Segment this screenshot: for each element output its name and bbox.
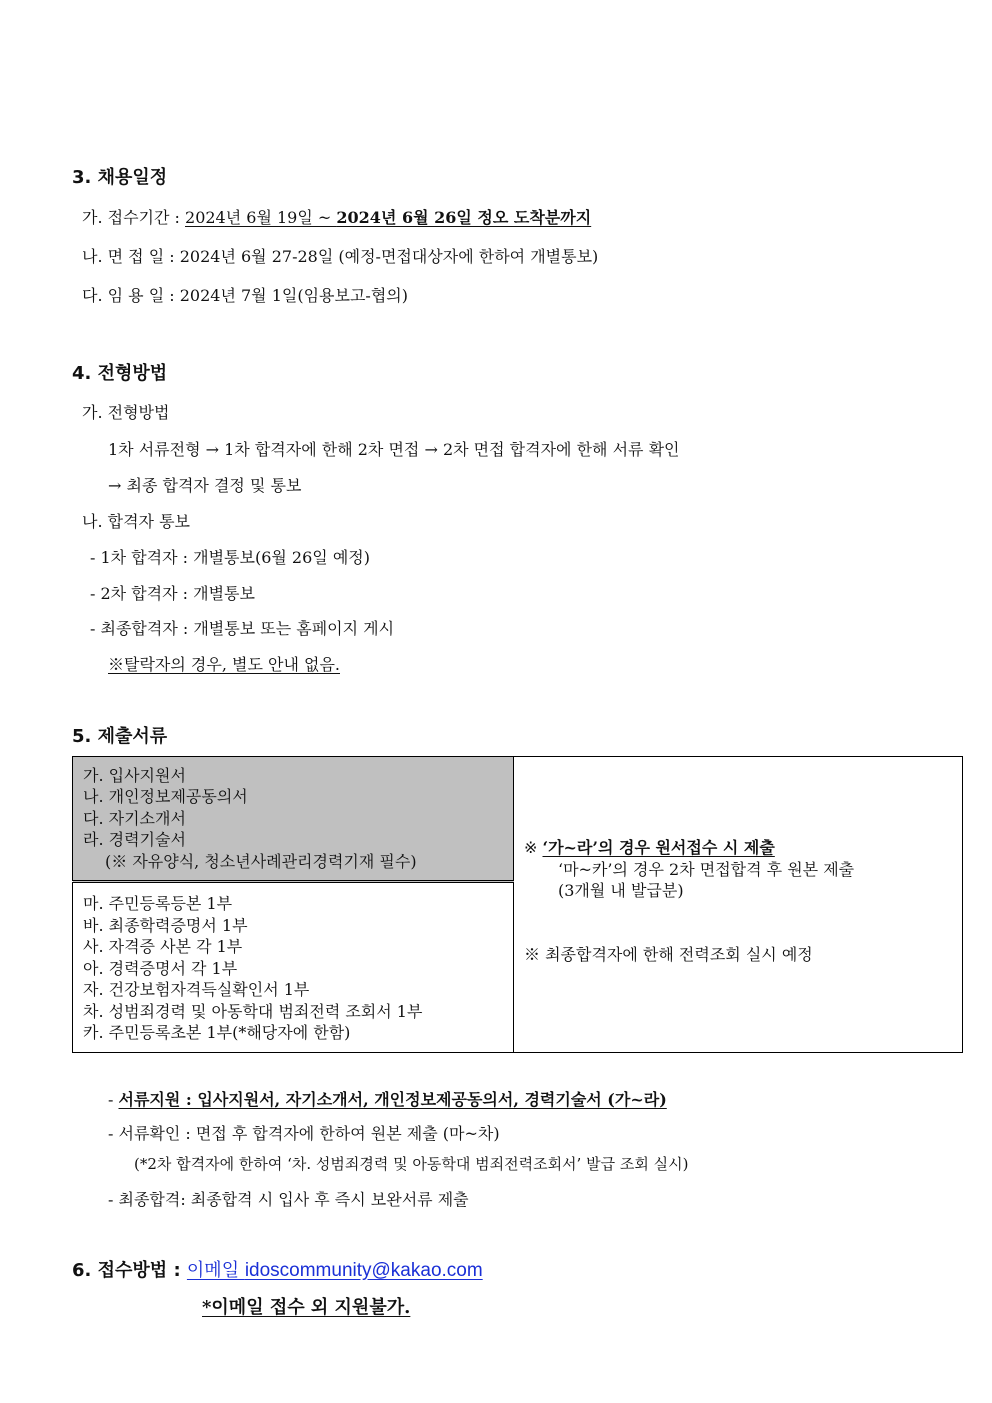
section-6-row (72, 1256, 483, 1282)
schedule-application-period (82, 205, 591, 228)
note-line-4: ※ 최종합격자에 한해 전력조회 실시 예정 (524, 944, 813, 964)
doc-item: 다. 자기소개서 (83, 808, 186, 828)
doc-item: 바. 최종학력증명서 1부 (83, 915, 248, 935)
note-line-3: (3개월 내 발급분) (558, 881, 684, 900)
doc-item: 사. 자격증 사본 각 1부 (83, 937, 243, 957)
doc-item-note: (※ 자유양식, 청소년사례관리경력기재 필수) (105, 851, 417, 871)
doc-item: 마. 주민등록등본 1부 (83, 894, 233, 914)
doc-item: 카. 주민등록초본 1부(*해당자에 한함) (83, 1023, 351, 1043)
schedule-interview-date: 나. 면 접 일 : 2024년 6월 27-28일 (예정-면접대상자에 한하여 개별통보) (82, 247, 599, 266)
doc-item: 아. 경력증명서 각 1부 (83, 958, 238, 978)
section-5-title: 5. 제출서류 (72, 726, 168, 747)
doc-item: 가. 입사지원서 (83, 765, 186, 785)
document-submission-text: 서류지원 : 입사지원서, 자기소개서, 개인정보제공동의서, 경력기술서 (가~라) (118, 1090, 667, 1109)
section-6-title: 6. 접수방법 : (72, 1260, 187, 1281)
application-period-deadline: 2024년 6월 26일 정오 도착분까지 (336, 208, 592, 227)
section-4-title: 4. 전형방법 (72, 363, 168, 384)
documents-notes (514, 757, 963, 1053)
selection-method-label: 가. 전형방법 (82, 403, 170, 422)
notification-second: - 2차 합격자 : 개별통보 (90, 584, 255, 603)
application-period-label: 가. 접수기간 : (82, 208, 186, 227)
note-line-1 (524, 837, 952, 859)
note-mark: ※ (524, 838, 543, 857)
selection-flow-line-2: → 최종 합격자 결정 및 통보 (108, 476, 302, 495)
doc-item: 라. 경력기술서 (83, 830, 186, 850)
doc-item: 나. 개인정보제공동의서 (83, 787, 248, 807)
document-submission-bullet (108, 1087, 667, 1110)
note-line-1-text: ‘가~라’의 경우 원서접수 시 제출 (542, 838, 775, 857)
email-only-notice: *이메일 접수 외 지원불가. (202, 1297, 411, 1318)
rejected-notice: ※탈락자의 경우, 별도 안내 없음. (108, 655, 340, 674)
section-3-title: 3. 채용일정 (72, 167, 168, 188)
schedule-start-date: 다. 임 용 일 : 2024년 7월 1일(임용보고-협의) (82, 286, 408, 305)
selection-flow-line-1: 1차 서류전형 → 1차 합격자에 한해 2차 면접 → 2차 면접 합격자에 한해 서류 확인 (108, 440, 680, 459)
note-line-2: ‘마~카’의 경우 2차 면접합격 후 원본 제출 (558, 859, 855, 879)
notification-final: - 최종합격자 : 개별통보 또는 홈페이지 게시 (90, 619, 395, 638)
notification-label: 나. 합격자 통보 (82, 512, 190, 531)
document-check-note: (*2차 합격자에 한하여 ‘차. 성범죄경력 및 아동학대 범죄전력조회서’ 발급 조회 실시) (134, 1155, 689, 1173)
email-link[interactable]: idoscommunity@kakao.com (244, 1260, 483, 1281)
documents-group-2 (73, 882, 514, 1053)
final-pass-bullet: - 최종합격: 최종합격 시 입사 후 즉시 보완서류 제출 (108, 1190, 469, 1209)
bullet-dash: - (108, 1090, 119, 1109)
application-period-start: 2024년 6월 19일 ~ (185, 208, 337, 227)
email-label: 이메일 (186, 1260, 245, 1281)
notification-first: - 1차 합격자 : 개별통보(6월 26일 예정) (90, 548, 370, 567)
documents-table (72, 756, 963, 1053)
document-check-bullet: - 서류확인 : 면접 후 합격자에 한하여 원본 제출 (마~차) (108, 1124, 500, 1143)
doc-item: 차. 성범죄경력 및 아동학대 범죄전력 조회서 1부 (83, 1001, 423, 1021)
doc-item: 자. 건강보험자격득실확인서 1부 (83, 980, 310, 1000)
documents-group-1 (73, 757, 514, 882)
application-period-value (185, 208, 591, 227)
